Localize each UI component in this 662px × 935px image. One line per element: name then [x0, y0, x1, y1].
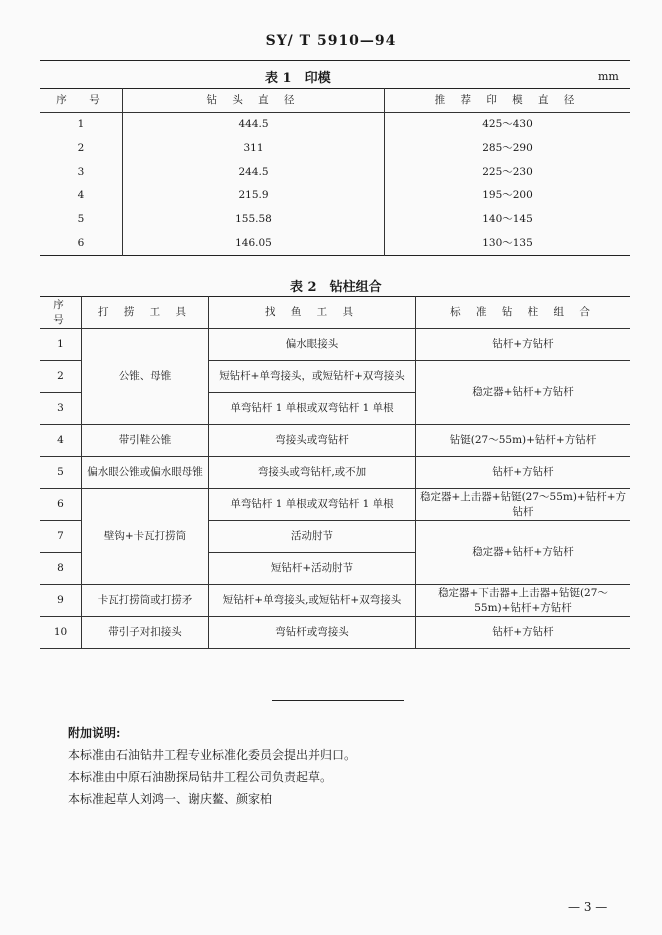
col-header-string-combo: 标 准 钻 柱 组 合 [416, 297, 631, 329]
section-divider [272, 700, 404, 701]
table-row [40, 208, 630, 232]
finding-tool-cell: 单弯钻杆 1 单根或双弯钻杆 1 单根 [209, 393, 416, 425]
col-header-finding-tool: 找 鱼 工 具 [209, 297, 416, 329]
seq-cell: 3 [40, 393, 82, 425]
col-header-seq: 序 号 [40, 89, 123, 113]
string-combo-cell: 稳定器+钻杆+方钻杆 [416, 521, 631, 585]
standard-code: SY/ T 5910—94 [265, 33, 397, 49]
table-cell: 130～135 [482, 236, 533, 249]
table-cell: 1 [40, 113, 123, 137]
table-cell: 6 [40, 231, 123, 255]
string-combo-cell: 钻杆+方钻杆 [416, 329, 631, 361]
finding-tool-cell: 单弯钻杆 1 单根或双弯钻杆 1 单根 [209, 489, 416, 521]
string-combo-cell: 稳定器+钻杆+方钻杆 [416, 361, 631, 425]
seq-cell: 1 [40, 329, 82, 361]
string-combo-cell: 钻杆+方钻杆 [416, 457, 631, 489]
table2-caption: 表 2 钻柱组合 [290, 280, 382, 295]
seq-cell: 6 [40, 489, 82, 521]
table-row [40, 184, 630, 208]
table2-header-row [40, 297, 630, 329]
finding-tool-cell: 短钻杆+单弯接头，或短钻杆+双弯接头 [209, 361, 416, 393]
fishing-tool-cell: 公锥、母锥 [82, 329, 209, 425]
seq-cell: 8 [40, 553, 82, 585]
table-cell: 3 [40, 160, 123, 184]
table-row [40, 137, 630, 161]
additional-notes [68, 722, 356, 810]
table-cell: 215.9 [123, 184, 385, 208]
table-cell: 140～145 [482, 213, 533, 226]
seq-cell: 9 [40, 585, 82, 617]
col-header-bit-diameter: 钻 头 直 径 [123, 89, 385, 113]
fishing-tool-cell: 偏水眼公锥或偏水眼母锥 [82, 457, 209, 489]
seq-cell: 5 [40, 457, 82, 489]
table-row [40, 457, 630, 489]
finding-tool-cell: 偏水眼接头 [209, 329, 416, 361]
table-row [40, 113, 630, 137]
finding-tool-cell: 短钻杆+活动肘节 [209, 553, 416, 585]
notes-line: 本标准由中原石油勘探局钻井工程公司负责起草。 [68, 770, 333, 784]
table-row [40, 489, 630, 521]
table-cell: 2 [40, 137, 123, 161]
finding-tool-cell: 活动肘节 [209, 521, 416, 553]
col-header-seq: 序 号 [40, 297, 82, 329]
finding-tool-cell: 短钻杆+单弯接头,或短钻杆+双弯接头 [209, 585, 416, 617]
seq-cell: 4 [40, 425, 82, 457]
string-combo-cell: 稳定器+下击器+上击器+钻铤(27～55m)+钻杆+方钻杆 [416, 585, 631, 617]
seq-cell: 2 [40, 361, 82, 393]
table-cell: 225～230 [482, 165, 533, 178]
table-cell: 5 [40, 208, 123, 232]
table-cell: 146.05 [123, 231, 385, 255]
string-combo-cell: 钻铤(27～55m)+钻杆+方钻杆 [416, 425, 631, 457]
table-cell: 155.58 [123, 208, 385, 232]
table2-drill-string [40, 296, 630, 649]
fishing-tool-cell: 卡瓦打捞筒或打捞矛 [82, 585, 209, 617]
finding-tool-cell: 弯接头或弯钻杆,或不加 [209, 457, 416, 489]
notes-line: 本标准起草人刘鸿一、谢庆鳌、颜家柏 [68, 792, 273, 806]
table1-caption: 表 1 印模 [265, 71, 331, 86]
table-cell: 444.5 [123, 113, 385, 137]
table-row [40, 585, 630, 617]
page-number: — 3 — [568, 900, 608, 914]
table-cell: 311 [123, 137, 385, 161]
table-row [40, 329, 630, 361]
table-cell: 244.5 [123, 160, 385, 184]
fishing-tool-cell: 带引子对扣接头 [82, 617, 209, 649]
table-cell: 425～430 [482, 118, 533, 131]
table-cell: 285～290 [482, 142, 533, 155]
table-row [40, 425, 630, 457]
table-row [40, 617, 630, 649]
table-cell: 195～200 [482, 189, 533, 202]
table1-header-row [40, 89, 630, 113]
fishing-tool-cell: 壁钩+卡瓦打捞筒 [82, 489, 209, 585]
table-row [40, 231, 630, 255]
table-row [40, 160, 630, 184]
notes-title: 附加说明: [68, 726, 121, 740]
table-cell: 4 [40, 184, 123, 208]
table1-unit: mm [598, 70, 619, 83]
seq-cell: 7 [40, 521, 82, 553]
header-rule [40, 60, 630, 61]
string-combo-cell: 钻杆+方钻杆 [416, 617, 631, 649]
string-combo-cell: 稳定器+上击器+钻铤(27～55m)+钻杆+方钻杆 [416, 489, 631, 521]
col-header-impression-diameter: 推 荐 印 模 直 径 [385, 89, 631, 113]
seq-cell: 10 [40, 617, 82, 649]
fishing-tool-cell: 带引鞋公锥 [82, 425, 209, 457]
finding-tool-cell: 弯钻杆或弯接头 [209, 617, 416, 649]
notes-line: 本标准由石油钻井工程专业标准化委员会提出并归口。 [68, 748, 357, 762]
col-header-fishing-tool: 打 捞 工 具 [82, 297, 209, 329]
finding-tool-cell: 弯接头或弯钻杆 [209, 425, 416, 457]
table1-impression [40, 88, 630, 256]
